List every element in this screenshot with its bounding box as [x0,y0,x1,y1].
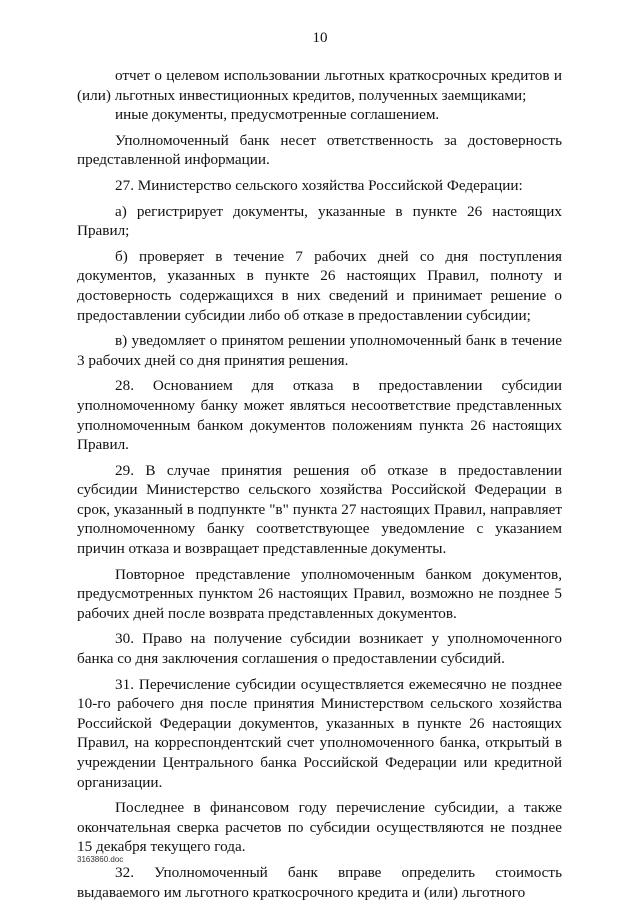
paragraph-31-final-transfer: Последнее в финансовом году перечисление субсидии, а также окончательная сверка расчетов по субсидии осуществляются не позднее 15 декабря текущего года. [77,799,562,856]
paragraph-report: отчет о целевом использовании льготных краткосрочных кредитов и (или) льготных инвестиционных кредитов, полученных заемщиками; [77,67,562,104]
paragraph-27c: в) уведомляет о принятом решении уполномоченный банк в течение 3 рабочих дней со дня принятия решения. [77,332,562,369]
paragraph-bank-responsibility: Уполномоченный банк несет ответственность за достоверность представленной информации. [77,131,562,169]
page-number: 10 [312,30,328,46]
paragraph-other-documents: иные документы, предусмотренные соглашением. [115,106,440,124]
paragraph-27-heading: 27. Министерство сельского хозяйства Российской Федерации: [115,176,523,194]
paragraph-32: 32. Уполномоченный банк вправе определить стоимость выдаваемого им льготного краткосрочного кредита и (или) льготного [77,863,562,901]
paragraph-27b: б) проверяет в течение 7 рабочих дней со дня поступления документов, указанных в пункте 26 настоящих Правил, полноту и достоверность содержащихся в них сведений и принимает решение о предоставлении субсидии либо об отказе в предоставлении субсидии; [77,247,562,324]
paragraph-31: 31. Перечисление субсидии осуществляется ежемесячно не позднее 10-го рабочего дня после принятия Министерством сельского хозяйства Российской Федерации документов, указанных в пункте 26 настоящих Правил, на корреспондентский счет уполномоченного банка, открытый в учреждении Центрального банка Российской Федерации или кредитной организации. [77,675,562,791]
paragraph-29: 29. В случае принятия решения об отказе в предоставлении субсидии Министерство сельского хозяйства Российской Федерации в срок, указанный в подпункте "в" пункта 27 настоящих Правил, направляет уполномоченному банку соответствующее уведомление с указанием причин отказа и возвращает представленные документы. [77,461,562,558]
paragraph-30: 30. Право на получение субсидии возникает у уполномоченного банка со дня заключения соглашения о предоставлении субсидий. [77,630,562,668]
paragraph-27a: а) регистрирует документы, указанные в пункте 26 настоящих Правил; [77,202,562,240]
paragraph-28: 28. Основанием для отказа в предоставлении субсидии уполномоченному банку может являться несоответствие представленных уполномоченным банком документов положениям пункта 26 настоящих Правил. [77,377,562,454]
document-body [77,66,562,902]
paragraph-29-resubmission: Повторное представление уполномоченным банком документов, предусмотренных пунктом 26 настоящих Правил, возможно не позднее 5 рабочих дней после возврата представленных документов. [77,565,562,622]
footer-doc-code: 3163860.doc [77,855,124,864]
